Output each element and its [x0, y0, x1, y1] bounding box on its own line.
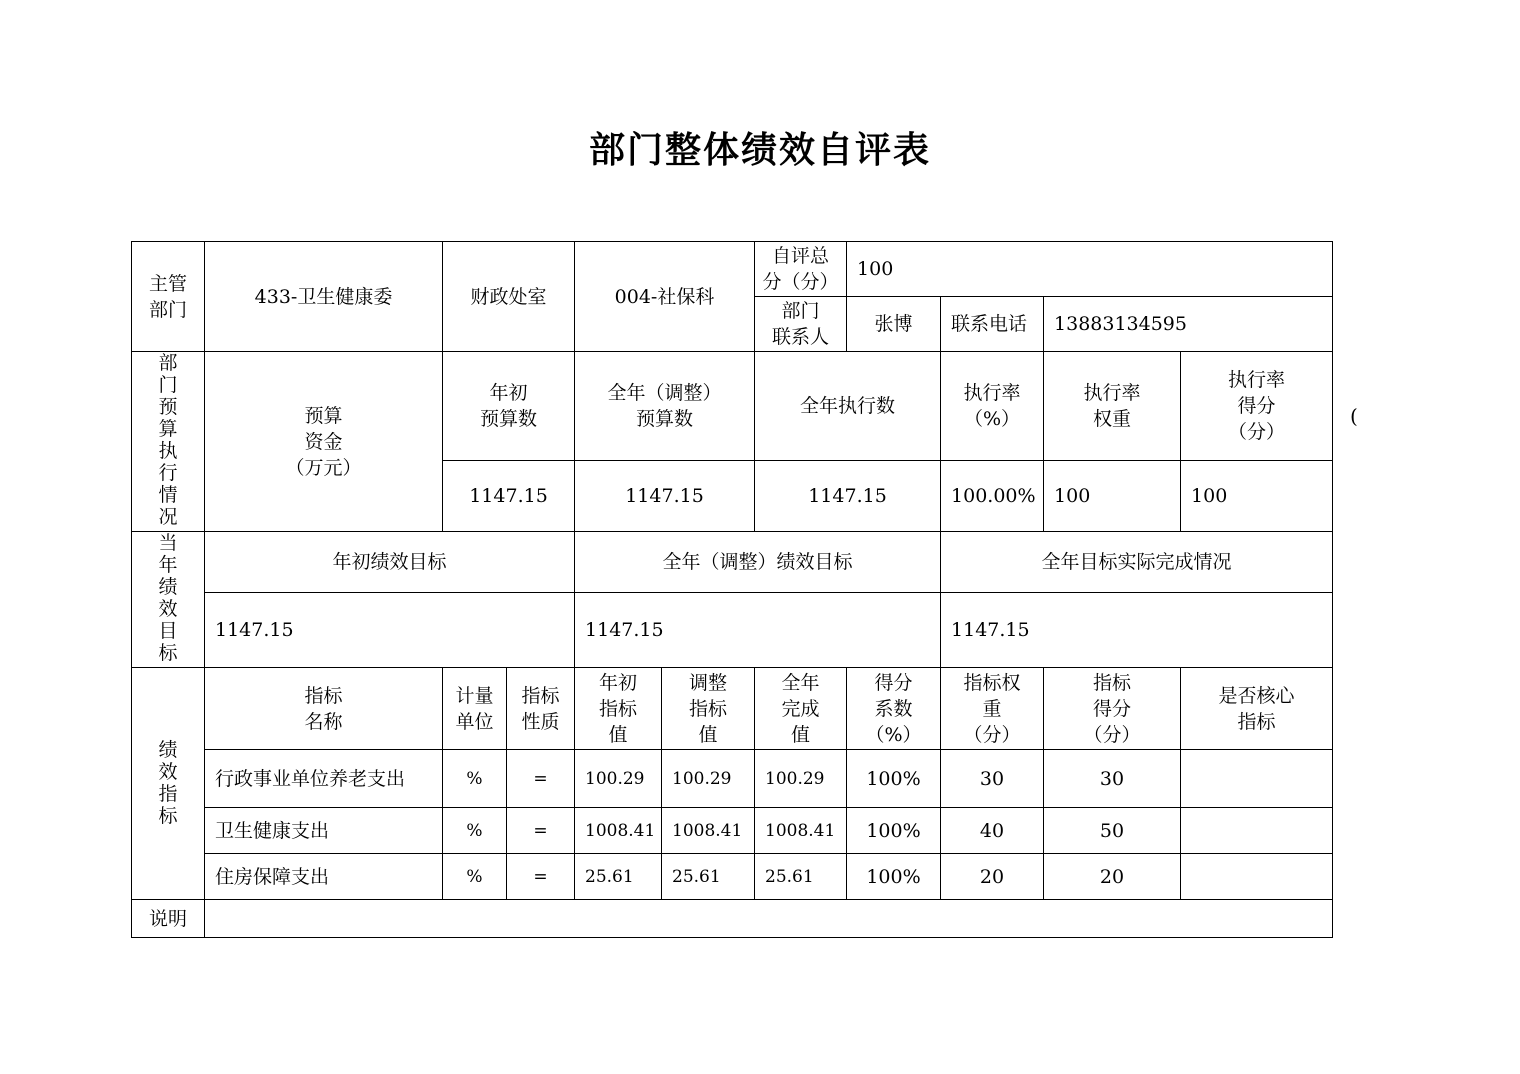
budget-adjusted: 1147.15: [575, 461, 755, 532]
phone-value: 13883134595: [1044, 297, 1333, 352]
ind-col-name: 指标 名称: [205, 668, 443, 750]
performance-form-table: [131, 241, 1333, 938]
ind-core: [1181, 750, 1333, 808]
ind-weight: 40: [941, 808, 1044, 854]
ind-score: 30: [1044, 750, 1181, 808]
budget-col-score: 执行率 得分 （分）: [1181, 352, 1333, 461]
budget-fund-label: 预算 资金 （万元）: [205, 352, 443, 532]
ind-name: 住房保障支出: [205, 854, 443, 900]
ind-score: 20: [1044, 854, 1181, 900]
ind-adjusted: 100.29: [662, 750, 755, 808]
ind-col-initial: 年初 指标 值: [575, 668, 662, 750]
ind-col-completed: 全年 完成 值: [755, 668, 847, 750]
budget-col-initial: 年初 预算数: [443, 352, 575, 461]
goals-actual: 1147.15: [941, 593, 1333, 668]
budget-weight: 100: [1044, 461, 1181, 532]
ind-initial: 25.61: [575, 854, 662, 900]
dept-value: 433-卫生健康委: [205, 242, 443, 352]
goals-adjusted: 1147.15: [575, 593, 941, 668]
ind-adjusted: 25.61: [662, 854, 755, 900]
budget-rate: 100.00%: [941, 461, 1044, 532]
notes-row: [132, 900, 1333, 938]
ind-coef: 100%: [847, 854, 941, 900]
ind-unit: %: [443, 808, 507, 854]
goals-initial: 1147.15: [205, 593, 575, 668]
budget-score: 100: [1181, 461, 1333, 532]
goals-section-label: 当年 绩效 目标: [132, 532, 205, 668]
phone-label: 联系电话: [941, 297, 1044, 352]
total-score-value: 100: [847, 242, 1333, 297]
ind-col-core: 是否核心 指标: [1181, 668, 1333, 750]
goals-col-adjusted: 全年（调整）绩效目标: [575, 532, 941, 593]
ind-col-weight: 指标权 重 （分）: [941, 668, 1044, 750]
goals-col-initial: 年初绩效目标: [205, 532, 575, 593]
ind-initial: 1008.41: [575, 808, 662, 854]
section-value: 004-社保科: [575, 242, 755, 352]
total-score-label: 自评总 分（分）: [755, 242, 847, 297]
ind-col-coef: 得分 系数 （%）: [847, 668, 941, 750]
indicators-header-row: [132, 668, 1333, 750]
ind-completed: 100.29: [755, 750, 847, 808]
budget-col-rate: 执行率 （%）: [941, 352, 1044, 461]
budget-section-label: 部门 预算 执行 情况: [132, 352, 205, 532]
budget-header-row: [132, 352, 1333, 461]
ind-col-nature: 指标 性质: [507, 668, 575, 750]
ind-name: 行政事业单位养老支出: [205, 750, 443, 808]
ind-initial: 100.29: [575, 750, 662, 808]
ind-name: 卫生健康支出: [205, 808, 443, 854]
budget-col-executed: 全年执行数: [755, 352, 941, 461]
ind-core: [1181, 854, 1333, 900]
goals-header-row: [132, 532, 1333, 593]
office-value: 财政处室: [443, 242, 575, 352]
ind-weight: 20: [941, 854, 1044, 900]
ind-weight: 30: [941, 750, 1044, 808]
budget-col-adjusted: 全年（调整） 预算数: [575, 352, 755, 461]
table-row: [132, 854, 1333, 900]
dept-label: 主管 部门: [132, 242, 205, 352]
margin-mark: (: [1350, 404, 1358, 428]
ind-col-unit: 计量 单位: [443, 668, 507, 750]
ind-unit: %: [443, 750, 507, 808]
ind-completed: 1008.41: [755, 808, 847, 854]
ind-col-adjusted: 调整 指标 值: [662, 668, 755, 750]
table-row: [132, 750, 1333, 808]
table-row: [132, 808, 1333, 854]
ind-completed: 25.61: [755, 854, 847, 900]
ind-core: [1181, 808, 1333, 854]
goals-col-actual: 全年目标实际完成情况: [941, 532, 1333, 593]
notes-label: 说明: [132, 900, 205, 938]
goals-value-row: [132, 593, 1333, 668]
ind-score: 50: [1044, 808, 1181, 854]
ind-coef: 100%: [847, 808, 941, 854]
ind-nature: =: [507, 750, 575, 808]
contact-name: 张博: [847, 297, 941, 352]
ind-nature: =: [507, 808, 575, 854]
ind-col-score: 指标 得分 （分）: [1044, 668, 1181, 750]
contact-label: 部门 联系人: [755, 297, 847, 352]
ind-coef: 100%: [847, 750, 941, 808]
header-row-1: [132, 242, 1333, 297]
indicators-section-label: 绩效指标: [132, 668, 205, 900]
ind-nature: =: [507, 854, 575, 900]
budget-executed: 1147.15: [755, 461, 941, 532]
budget-initial: 1147.15: [443, 461, 575, 532]
ind-adjusted: 1008.41: [662, 808, 755, 854]
ind-unit: %: [443, 854, 507, 900]
page-title: 部门整体绩效自评表: [588, 129, 931, 171]
notes-content: [205, 900, 1333, 938]
budget-col-weight: 执行率 权重: [1044, 352, 1181, 461]
